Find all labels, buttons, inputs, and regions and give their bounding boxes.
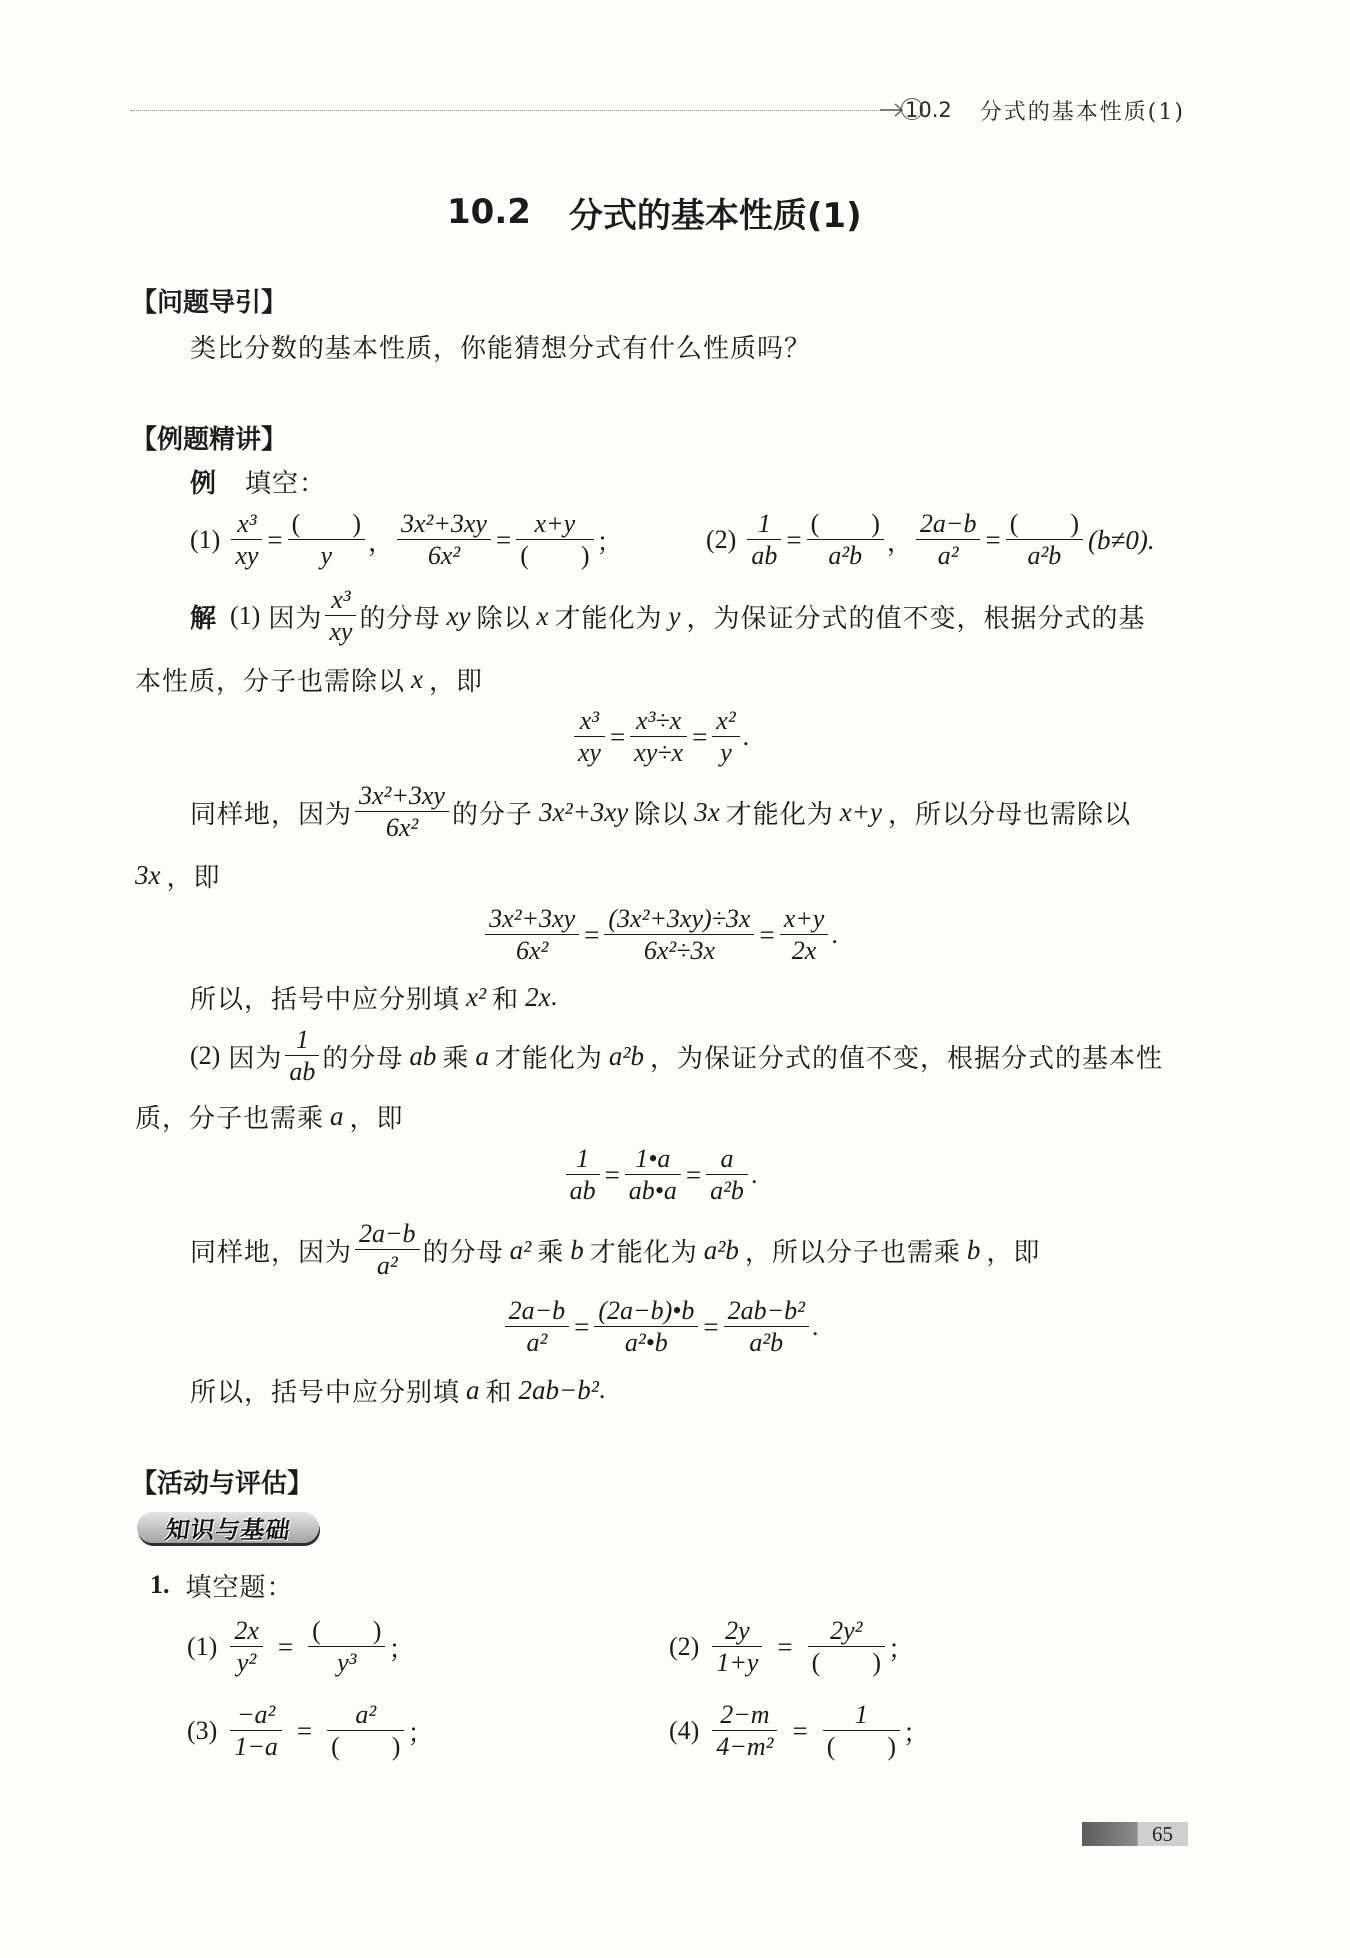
- fraction: [505, 1297, 570, 1357]
- comma: ，: [367, 527, 394, 557]
- semicolon: ；: [407, 1718, 434, 1748]
- text-segment: 除以: [476, 603, 531, 634]
- fraction-numerator: a²: [327, 1701, 404, 1731]
- solution-line-5: [190, 977, 557, 1017]
- exercise-number: 1.: [150, 1570, 170, 1599]
- math-expression: 3x²+3xy: [539, 796, 629, 827]
- example-prompt: 填空：: [245, 468, 327, 499]
- fraction: [712, 707, 739, 767]
- text-segment: 才能化为: [494, 1043, 603, 1074]
- fraction-numerator: 1: [566, 1145, 600, 1175]
- math-expression: 2ab−b²: [518, 1374, 599, 1405]
- text-segment: 因为: [228, 1043, 283, 1074]
- equals-sign: =: [759, 919, 775, 950]
- fraction-denominator: 1+y: [716, 1648, 759, 1677]
- exercise-item-1: [187, 1612, 414, 1682]
- fraction-numerator: 2a−b: [355, 1220, 420, 1250]
- math-expression: 3x: [135, 859, 161, 890]
- fraction-numerator: 1•a: [625, 1145, 681, 1175]
- text-segment: 乘: [537, 1237, 565, 1268]
- fraction-numerator-blank: ( ): [807, 510, 884, 540]
- fraction-numerator: a: [706, 1145, 748, 1175]
- fraction-numerator: x³: [231, 510, 262, 540]
- text-segment: ，即: [349, 1103, 404, 1134]
- period: .: [598, 1375, 606, 1404]
- fraction-numerator: 1: [823, 1701, 900, 1731]
- text-segment: ，即: [986, 1237, 1041, 1268]
- equals-sign: =: [584, 919, 600, 950]
- fraction: [574, 707, 605, 767]
- period: .: [750, 1160, 758, 1189]
- equation-4: [135, 1292, 1185, 1362]
- text-segment: 本性质，分子也需除以: [135, 666, 406, 697]
- exercise-item-label: (1): [187, 1632, 218, 1661]
- solution-line-6: [190, 1021, 1163, 1091]
- fraction: [308, 1617, 385, 1677]
- fraction-numerator: 2y: [712, 1617, 762, 1647]
- fraction: [355, 1220, 420, 1280]
- math-expression: a: [475, 1040, 489, 1071]
- fraction-denominator: xy÷x: [634, 738, 684, 767]
- title-number: 10.2: [447, 192, 531, 232]
- fraction-denominator: a²: [937, 541, 959, 570]
- math-expression: x: [411, 663, 423, 694]
- text-segment: 因为: [268, 603, 323, 634]
- text-segment: 的分母: [422, 1237, 504, 1268]
- exercise-item-4: [669, 1696, 929, 1766]
- text-segment: 和: [492, 984, 520, 1015]
- period: .: [742, 722, 750, 751]
- math-expression: 2x: [525, 981, 551, 1012]
- math-expression: x²: [466, 981, 487, 1012]
- text-segment: 和: [485, 1377, 513, 1408]
- fraction: [823, 1701, 900, 1761]
- equals-sign: =: [296, 1715, 313, 1746]
- fraction-denominator: a²•b: [624, 1328, 668, 1357]
- header-section-title: 分式的基本性质(1): [979, 99, 1185, 125]
- solution-line-4: [135, 855, 221, 895]
- fraction-numerator: x+y: [780, 905, 829, 935]
- fraction-denominator: a²: [526, 1328, 548, 1357]
- period: .: [811, 1312, 819, 1341]
- fraction-denominator: 1−a: [234, 1732, 278, 1761]
- question-label: (2): [706, 525, 737, 554]
- fraction: [485, 905, 579, 965]
- fraction-denominator: 6x²: [427, 541, 461, 570]
- fraction: [288, 510, 365, 570]
- solution-line-9: [190, 1370, 605, 1410]
- fraction-denominator: y: [320, 541, 333, 570]
- fraction-denominator: y³: [337, 1648, 357, 1677]
- fraction-numerator: (3x²+3xy)÷3x: [604, 905, 754, 935]
- text-segment: 才能化为: [589, 1237, 698, 1268]
- badge-label: 知识与基础: [163, 1516, 293, 1544]
- fraction-denominator: ab•a: [628, 1176, 677, 1205]
- fraction-denominator: y: [720, 738, 732, 767]
- semicolon: ；: [388, 1634, 415, 1664]
- fraction-denominator-blank: ( ): [520, 541, 590, 570]
- equals-sign: =: [692, 721, 708, 752]
- exercise-1-heading: [150, 1565, 294, 1605]
- header-section-number: 10.2: [905, 98, 952, 122]
- fraction-numerator: x²: [712, 707, 739, 737]
- fraction-numerator: 2a−b: [505, 1297, 570, 1327]
- equals-sign: =: [604, 1159, 620, 1190]
- equals-sign: =: [685, 1159, 702, 1190]
- equals-sign: =: [985, 524, 1001, 555]
- fraction: [630, 707, 687, 767]
- fraction-denominator: a²: [376, 1251, 398, 1280]
- fraction-denominator: 4−m²: [716, 1732, 774, 1761]
- fraction-numerator: x³: [325, 586, 356, 616]
- solution-label: 解: [190, 603, 217, 634]
- fraction-numerator: 2ab−b²: [724, 1297, 809, 1327]
- math-expression: x: [536, 600, 549, 631]
- equals-sign: =: [703, 1311, 719, 1342]
- text-segment: 质，分子也需乘: [135, 1103, 325, 1134]
- text-segment: ，即: [166, 862, 221, 893]
- fraction: [712, 1701, 777, 1761]
- text-segment: 除以: [634, 799, 689, 830]
- fraction: [712, 1617, 762, 1677]
- guide-question: [190, 326, 811, 366]
- text-segment: ，为保证分式的值不变，根据分式的基: [686, 603, 1146, 634]
- comma: ，: [886, 527, 913, 557]
- fraction-numerator: x+y: [516, 510, 593, 540]
- text-segment: 的分母: [359, 603, 441, 634]
- exercise-item-3: [187, 1696, 433, 1766]
- fraction-numerator: 3x²+3xy: [355, 782, 449, 812]
- header-dotted-rule: [131, 110, 881, 111]
- equals-sign: =: [777, 1631, 793, 1662]
- solution-line-8: [190, 1215, 1040, 1285]
- section-heading: 【问题导引】: [131, 287, 288, 318]
- math-expression: a²b: [608, 1040, 644, 1071]
- guide-heading: [131, 280, 287, 320]
- text-segment: 同样地，因为: [190, 1237, 353, 1268]
- fraction: [724, 1297, 809, 1357]
- text-segment: 才能化为: [554, 603, 663, 634]
- equals-sign: =: [267, 524, 283, 555]
- text-segment: ，所以分母也需除以: [887, 799, 1131, 830]
- fraction-denominator-blank: ( ): [811, 1648, 881, 1677]
- fraction-denominator: 6x²÷3x: [643, 936, 715, 965]
- equals-sign: =: [609, 721, 626, 752]
- fraction-numerator-blank: ( ): [308, 1617, 385, 1647]
- text-segment: 所以，括号中应分别填: [190, 984, 461, 1015]
- example-question-2: [706, 505, 1155, 575]
- period: .: [831, 920, 838, 949]
- math-expression: xy: [446, 600, 471, 631]
- fraction-denominator: ab: [289, 1057, 316, 1086]
- fraction: [230, 1617, 263, 1677]
- fraction: [285, 1026, 319, 1086]
- fraction-denominator: 2x: [791, 936, 817, 965]
- example-prompt-line: [190, 461, 326, 501]
- fraction-numerator-blank: ( ): [288, 510, 365, 540]
- fraction: [516, 510, 593, 570]
- fraction-numerator: x³: [574, 707, 605, 737]
- text-segment: 同样地，因为: [190, 799, 353, 830]
- running-header: [905, 95, 1185, 125]
- equals-sign: =: [495, 524, 512, 555]
- fraction-denominator: 6x²: [515, 936, 549, 965]
- fraction-numerator: 3x²+3xy: [397, 510, 491, 540]
- page-title: [447, 187, 862, 237]
- equation-2: [135, 900, 1185, 970]
- fraction: [807, 510, 884, 570]
- example-label: 例: [190, 468, 217, 499]
- fraction: [780, 905, 829, 965]
- fraction-denominator: xy: [577, 738, 601, 767]
- text-segment: 乘: [442, 1043, 470, 1074]
- fraction-numerator-blank: ( ): [1006, 510, 1083, 540]
- fraction-denominator: a²b: [828, 541, 863, 570]
- fraction-denominator: a²b: [1027, 541, 1062, 570]
- equation-3: [135, 1140, 1185, 1210]
- equals-sign: =: [792, 1715, 808, 1746]
- fraction: [355, 782, 449, 842]
- exercise-item-label: (3): [187, 1716, 218, 1745]
- solution-line-2: [135, 659, 483, 699]
- fraction: [230, 1701, 282, 1761]
- fraction-numerator: 2y²: [808, 1617, 885, 1647]
- fraction-denominator: xy: [235, 541, 259, 570]
- fraction: [747, 510, 781, 570]
- fraction-numerator: 2a−b: [916, 510, 981, 540]
- fraction-denominator: a²b: [749, 1328, 784, 1357]
- fraction-denominator-blank: ( ): [826, 1732, 897, 1761]
- fraction: [327, 1701, 404, 1761]
- fraction: [808, 1617, 885, 1677]
- fraction: [231, 510, 262, 570]
- fraction: [397, 510, 491, 570]
- math-expression: a²: [509, 1234, 532, 1265]
- section-heading: 【例题精讲】: [131, 424, 288, 455]
- math-expression: y: [668, 600, 681, 631]
- exercise-prompt: 填空题：: [185, 1572, 294, 1603]
- solution-line-1: [190, 581, 1145, 651]
- text-segment: ，即: [429, 666, 484, 697]
- math-expression: a: [466, 1374, 480, 1405]
- fraction: [1006, 510, 1083, 570]
- title-text: 分式的基本性质(1): [568, 195, 862, 236]
- text-segment: ，为保证分式的值不变，根据分式的基本性: [650, 1043, 1164, 1074]
- fraction-denominator: xy: [329, 617, 353, 646]
- semicolon: ；: [903, 1718, 930, 1748]
- solution-line-7: [135, 1096, 404, 1136]
- exercise-item-2: [669, 1612, 914, 1682]
- semicolon: ；: [887, 1634, 914, 1664]
- fraction-numerator: 3x²+3xy: [485, 905, 579, 935]
- fraction-denominator: y²: [236, 1648, 257, 1677]
- fraction-numerator: 2x: [230, 1617, 263, 1647]
- fraction-numerator: 2−m: [712, 1701, 777, 1731]
- fraction: [325, 586, 356, 646]
- fraction: [604, 905, 754, 965]
- fraction-numerator: (2a−b)•b: [594, 1297, 698, 1327]
- text-segment: 的分母: [322, 1043, 404, 1074]
- fraction-denominator: ab: [751, 541, 778, 570]
- math-expression: b: [570, 1234, 584, 1265]
- text-segment: 类比分数的基本性质，你能猜想分式有什么性质吗？: [190, 333, 812, 364]
- fraction: [566, 1145, 600, 1205]
- fraction: [594, 1297, 698, 1357]
- knowledge-basics-badge: [137, 1512, 319, 1543]
- text-segment: 的分子: [451, 799, 533, 830]
- example-heading: [131, 417, 287, 457]
- activity-heading: [131, 1461, 313, 1501]
- part-label: (1): [230, 601, 261, 630]
- question-label: (1): [190, 525, 221, 554]
- part-label: (2): [190, 1041, 221, 1070]
- example-question-1: [190, 505, 623, 575]
- math-expression: b: [966, 1234, 981, 1265]
- fraction-denominator-blank: ( ): [331, 1732, 401, 1761]
- page-number: 65: [1152, 1821, 1173, 1846]
- period: .: [550, 982, 558, 1011]
- fraction-denominator: 6x²: [385, 813, 419, 842]
- fraction: [916, 510, 981, 570]
- text-segment: 才能化为: [725, 799, 834, 830]
- fraction-numerator: x³÷x: [630, 707, 687, 737]
- text-segment: ，所以分子也需乘: [744, 1237, 961, 1268]
- semicolon: ；: [596, 527, 623, 557]
- exercise-item-label: (2): [669, 1632, 700, 1661]
- equals-sign: =: [786, 524, 802, 555]
- fraction-numerator: 1: [747, 510, 781, 540]
- equation-1: [135, 702, 1185, 772]
- equals-sign: =: [574, 1311, 590, 1342]
- math-expression: a²b: [703, 1234, 739, 1265]
- math-expression: 3x: [694, 796, 720, 827]
- fraction-denominator: a²b: [710, 1176, 744, 1205]
- fraction: [625, 1145, 681, 1205]
- equals-sign: =: [277, 1631, 294, 1662]
- solution-line-3: [190, 777, 1131, 847]
- math-expression: x+y: [839, 796, 882, 827]
- fraction-denominator: ab: [569, 1176, 596, 1205]
- text-segment: 所以，括号中应分别填: [190, 1377, 461, 1408]
- fraction-numerator: −a²: [230, 1701, 282, 1731]
- exercise-item-label: (4): [669, 1716, 700, 1745]
- math-expression: ab: [409, 1040, 437, 1071]
- fraction-numerator: 1: [285, 1026, 319, 1056]
- fraction: [706, 1145, 748, 1205]
- condition: (b≠0).: [1088, 524, 1155, 555]
- section-heading: 【活动与评估】: [131, 1468, 314, 1499]
- math-expression: a: [330, 1100, 344, 1131]
